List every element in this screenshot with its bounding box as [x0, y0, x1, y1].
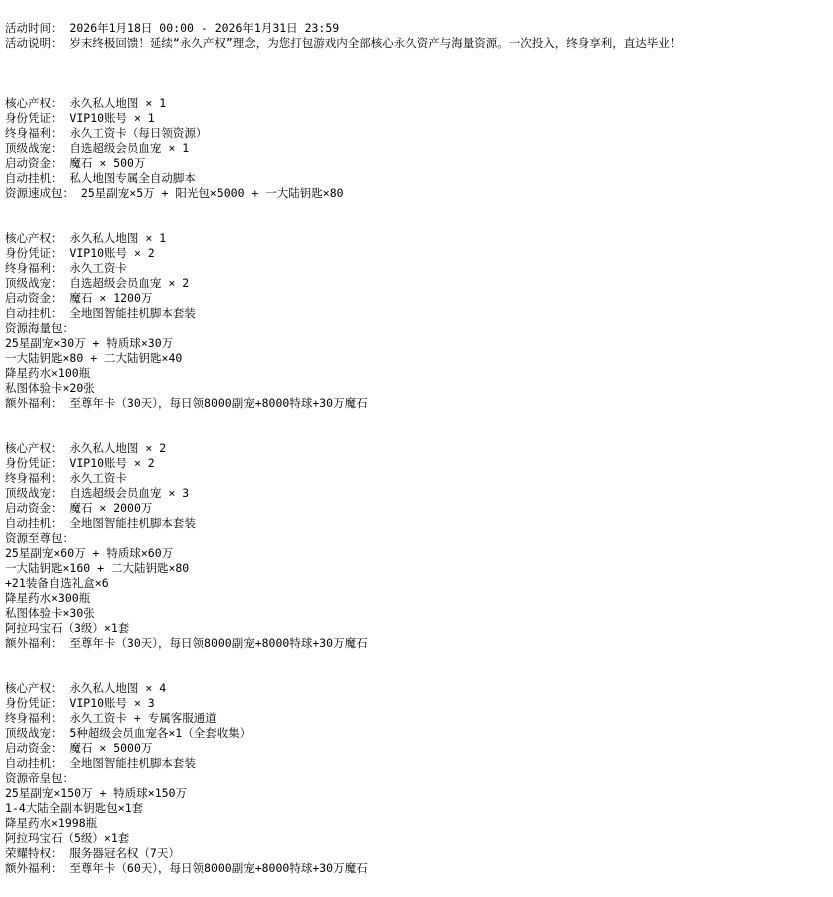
- tier-line: 一大陆钥匙×80 + 二大陆钥匙×40: [5, 351, 183, 365]
- tier-line: 身份凭证： VIP10账号 × 2: [5, 246, 155, 260]
- tier-line: 终身福利： 永久工资卡: [5, 471, 127, 485]
- tier-line: 顶级战宠： 自选超级会员血宠 × 2: [5, 276, 190, 290]
- tier-line: 资源海量包：: [5, 321, 74, 335]
- tier-line: 额外福利： 至尊年卡（60天），每日领8000副宠+8000特球+30万魔石: [5, 861, 368, 875]
- tier-line: +21装备自选礼盒×6: [5, 576, 109, 590]
- tier-line: 顶级战宠： 自选超级会员血宠 × 3: [5, 486, 190, 500]
- tier-line: 资源帝皇包：: [5, 771, 74, 785]
- event-time: 活动时间： 2026年1月18日 00:00 - 2026年1月31日 23:59: [5, 21, 340, 35]
- tier-line: 一大陆钥匙×160 + 二大陆钥匙×80: [5, 561, 190, 575]
- tier-line: 私图体验卡×20张: [5, 381, 95, 395]
- tier-line: 顶级战宠： 5种超级会员血宠各×1（全套收集）: [5, 726, 252, 740]
- tier-line: 自动挂机： 全地图智能挂机脚本套装: [5, 756, 196, 770]
- tier-line: 自动挂机： 私人地图专属全自动脚本: [5, 171, 196, 185]
- tier-line: 资源至尊包：: [5, 531, 74, 545]
- event-description: 活动说明： 岁末终极回馈！延续“永久产权”理念，为您打包游戏内全部核心永久资产与海量资源。一次投入，终身享利，直达毕业！: [5, 36, 682, 50]
- tier-line: 降星药水×100瓶: [5, 366, 91, 380]
- tier-line: 自动挂机： 全地图智能挂机脚本套装: [5, 306, 196, 320]
- tier-line: 私图体验卡×30张: [5, 606, 95, 620]
- tier-line: 身份凭证： VIP10账号 × 2: [5, 456, 155, 470]
- tier-line: 额外福利： 至尊年卡（30天），每日领8000副宠+8000特球+30万魔石: [5, 396, 368, 410]
- tier-line: 终身福利： 永久工资卡: [5, 261, 127, 275]
- tier-line: 核心产权： 永久私人地图 × 2: [5, 441, 167, 455]
- tier-line: 1-4大陆全副本钥匙包×1套: [5, 801, 144, 815]
- tier-line: 荣耀特权： 服务器冠名权（7天）: [5, 846, 180, 860]
- tier-line: 自动挂机： 全地图智能挂机脚本套装: [5, 516, 196, 530]
- section-title-line: [5, 51, 833, 66]
- tier-line: 阿拉玛宝石（3级）×1套: [5, 621, 130, 635]
- tier-3-title-line: [5, 426, 833, 441]
- tier-line: 核心产权： 永久私人地图 × 1: [5, 96, 167, 110]
- tier-1-title-line: [5, 81, 833, 96]
- header-title-line: [5, 6, 833, 21]
- tier-line: 身份凭证： VIP10账号 × 3: [5, 696, 155, 710]
- tier-line: 额外福利： 至尊年卡（30天），每日领8000副宠+8000特球+30万魔石: [5, 636, 368, 650]
- tier-line: 终身福利： 永久工资卡 + 专属客服通道: [5, 711, 217, 725]
- tier-line: 核心产权： 永久私人地图 × 1: [5, 231, 167, 245]
- tier-line: 启动资金： 魔石 × 5000万: [5, 741, 153, 755]
- tier-line: 启动资金： 魔石 × 2000万: [5, 501, 153, 515]
- tier-line: 身份凭证： VIP10账号 × 1: [5, 111, 155, 125]
- tier-line: 降星药水×1998瓶: [5, 816, 98, 830]
- tier-line: 启动资金： 魔石 × 1200万: [5, 291, 153, 305]
- tier-line: 25星副宠×30万 + 特质球×30万: [5, 336, 174, 350]
- tier-line: 阿拉玛宝石（5级）×1套: [5, 831, 130, 845]
- tier-line: 终身福利： 永久工资卡（每日领资源）: [5, 126, 208, 140]
- tier-2-title-line: [5, 216, 833, 231]
- tier-line: 25星副宠×150万 + 特质球×150万: [5, 786, 188, 800]
- tier-line: 资源速成包： 25星副宠×5万 + 阳光包×5000 + 一大陆钥匙×80: [5, 186, 344, 200]
- tier-4-title-line: [5, 666, 833, 681]
- tier-line: 启动资金： 魔石 × 500万: [5, 156, 146, 170]
- tier-line: 降星药水×300瓶: [5, 591, 91, 605]
- tier-line: 25星副宠×60万 + 特质球×60万: [5, 546, 174, 560]
- tier-line: 顶级战宠： 自选超级会员血宠 × 1: [5, 141, 190, 155]
- tier-line: 核心产权： 永久私人地图 × 4: [5, 681, 167, 695]
